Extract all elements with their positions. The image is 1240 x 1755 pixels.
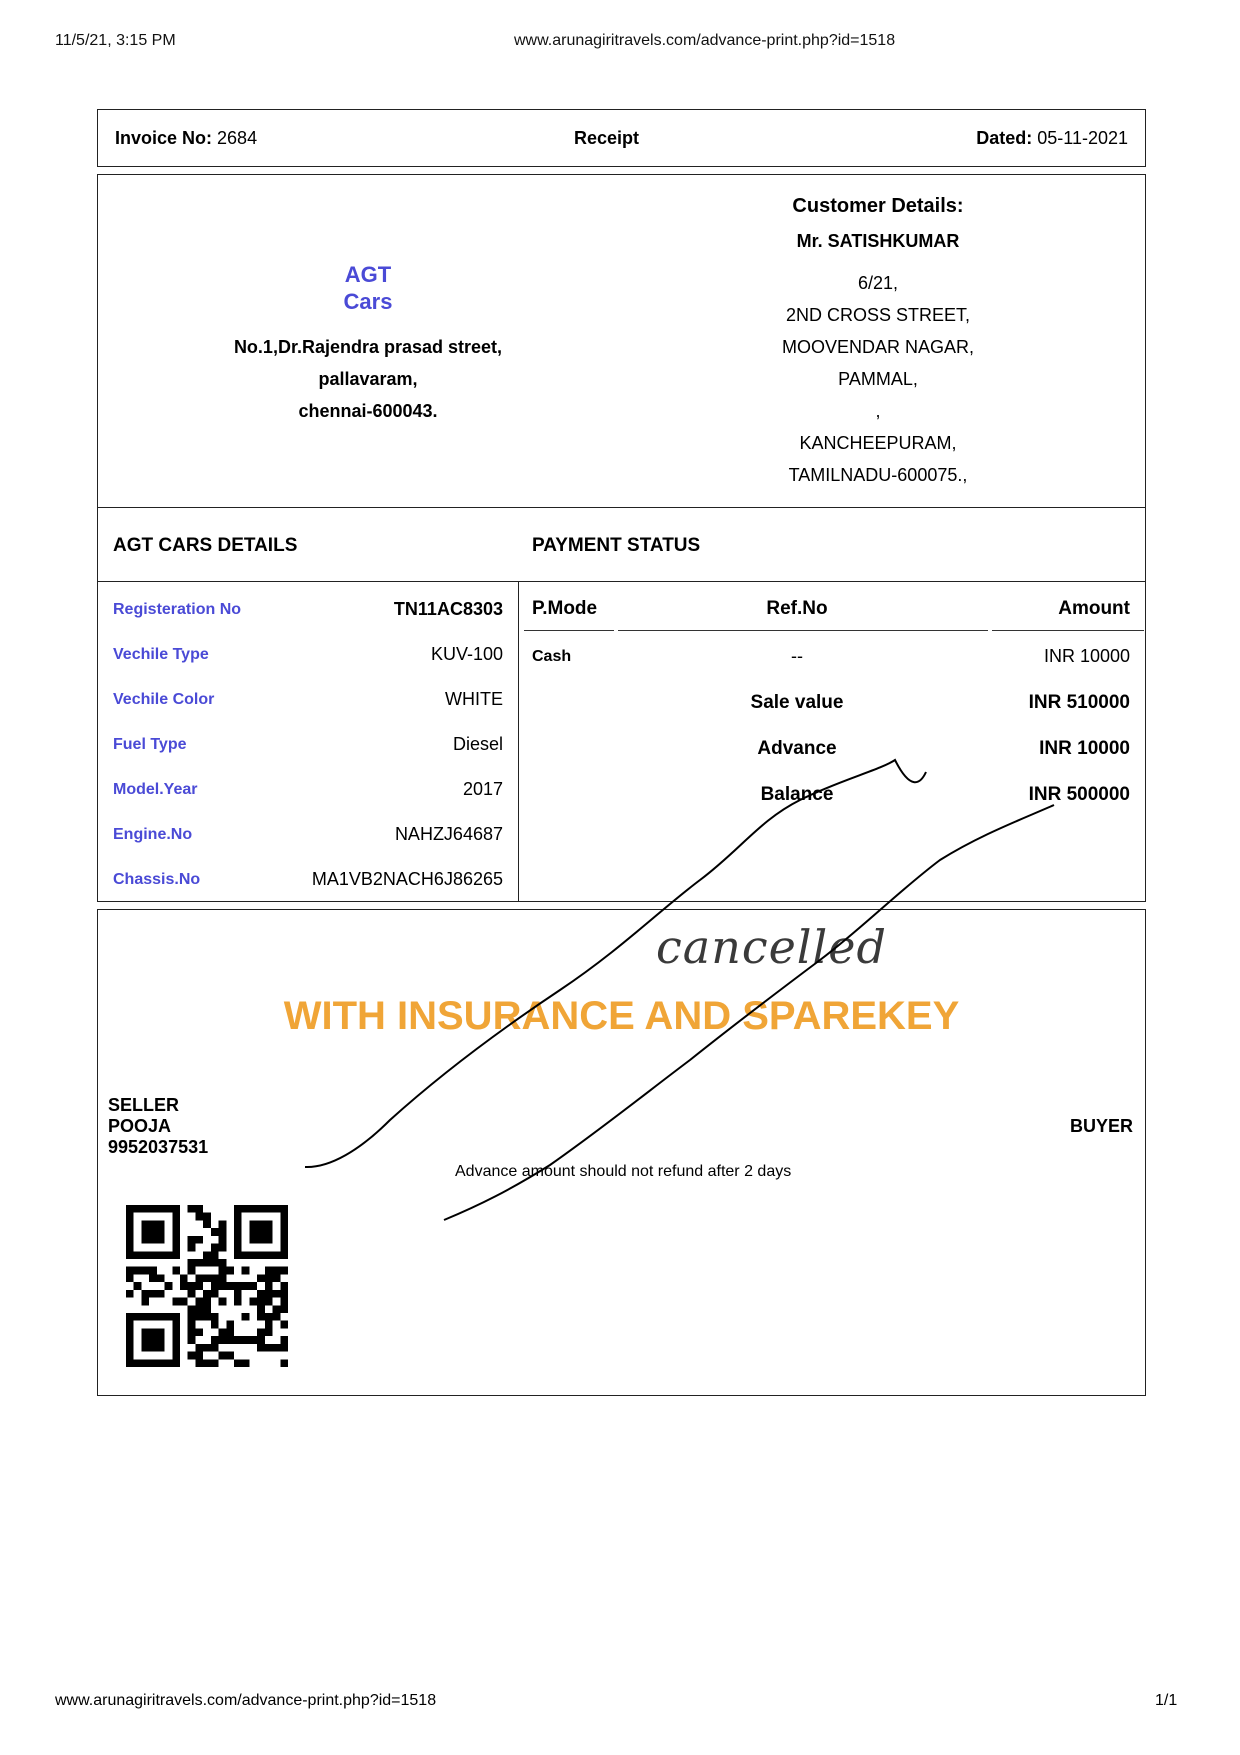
seller-label: SELLER [108,1095,180,1115]
balance-label: Balance [760,784,834,805]
sale-value-label: Sale value [750,692,844,713]
invoice-value: 2684 [217,128,258,148]
company-address-line: chennai-600043. [298,401,438,421]
customer-address-line: KANCHEEPURAM, [799,433,957,453]
seller-name: POOJA [108,1116,172,1136]
customer-address-line: TAMILNADU-600075., [788,465,968,485]
car-detail-label: Model.Year [113,781,198,798]
footer-page: 1/1 [1155,1692,1178,1709]
car-detail-value: KUV-100 [430,644,503,664]
customer-address-line: 2ND CROSS STREET, [785,305,971,325]
col-amount: Amount [1058,598,1130,619]
payment-amount: INR 10000 [1043,646,1130,666]
company-address-line: pallavaram, [318,369,418,389]
car-detail-value: NAHZJ64687 [394,824,503,844]
dated-label: Dated: [976,128,1033,148]
company-name-line1: AGT [344,262,392,287]
customer-address-line: , [875,401,881,421]
customer-address-line: MOOVENDAR NAGAR, [781,337,975,357]
footer-url: www.arunagiritravels.com/advance-print.php?id=1518 [55,1692,437,1709]
car-detail-label: Chassis.No [113,871,201,888]
car-detail-value: 2017 [462,779,503,799]
payment-status-heading: PAYMENT STATUS [532,535,701,556]
advance-amount: INR 10000 [1039,738,1130,759]
car-detail-value: TN11AC8303 [393,599,503,619]
customer-name: Mr. SATISHKUMAR [796,231,960,251]
company-name-line2: Cars [343,289,393,314]
advance-label: Advance [757,738,837,759]
balance-amount: INR 500000 [1028,784,1130,805]
car-details-heading: AGT CARS DETAILS [113,535,298,556]
strike-line-2 [444,805,1054,1220]
payment-mode: Cash [532,648,572,665]
dated-value: 05-11-2021 [1037,128,1128,148]
invoice-label: Invoice No: [115,128,213,148]
buyer-label: BUYER [1069,1116,1133,1136]
customer-heading: Customer Details: [792,195,964,217]
insurance-banner: WITH INSURANCE AND SPAREKEY [283,994,960,1038]
print-url: www.arunagiritravels.com/advance-print.php?id=1518 [514,32,896,49]
car-detail-label: Vechile Color [113,691,215,708]
car-detail-label: Registeration No [113,601,242,618]
car-detail-value: Diesel [452,734,503,754]
print-datetime: 11/5/21, 3:15 PM [55,32,176,49]
car-detail-label: Vechile Type [113,646,209,663]
col-refno: Ref.No [766,598,828,619]
customer-address-line: 6/21, [857,273,899,293]
sale-value-amount: INR 510000 [1028,692,1130,713]
car-detail-value: MA1VB2NACH6J86265 [311,869,503,889]
car-detail-value: WHITE [445,689,503,709]
seller-phone: 9952037531 [108,1137,209,1157]
car-detail-label: Fuel Type [113,736,187,753]
receipt-title: Receipt [574,128,640,148]
customer-address-line: PAMMAL, [838,369,918,389]
company-address-line: No.1,Dr.Rajendra prasad street, [233,337,503,357]
car-detail-label: Engine.No [113,826,193,843]
refund-note: Advance amount should not refund after 2 days [455,1163,792,1180]
cancelled-handwriting: cancelled [656,920,887,974]
strike-line-1 [305,760,926,1167]
payment-ref: -- [791,646,803,666]
col-pmode: P.Mode [532,598,598,619]
